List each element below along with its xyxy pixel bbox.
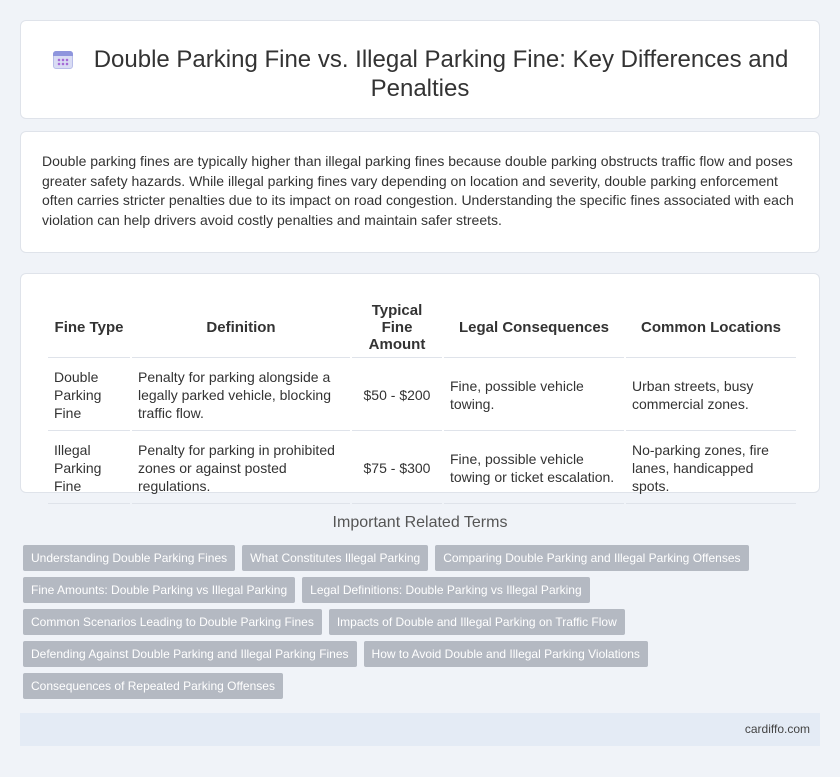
table-cell: Double Parking Fine xyxy=(48,360,130,431)
summary-text: Double parking fines are typically higher than illegal parking fines because double parking obstructs traffic flow and poses greater safety hazards. While illegal parking fines vary depending on location and severity, double parking enforcement often carries stricter penalties due to its impact on road congestion. Understanding the specific fines associated with each violation can help drivers avoid costly penalties and maintain safer streets. xyxy=(42,153,794,228)
page-title: Double Parking Fine vs. Illegal Parking Fine: Key Differences and Penalties xyxy=(93,46,789,102)
tag-row xyxy=(23,545,783,577)
comparison-table xyxy=(46,296,798,506)
related-term-tag[interactable]: Consequences of Repeated Parking Offenses xyxy=(23,673,283,699)
column-header: Definition xyxy=(132,298,350,358)
tag-row xyxy=(23,609,783,641)
related-terms-list xyxy=(23,545,783,705)
tag-row xyxy=(23,673,783,705)
table-row xyxy=(48,360,796,431)
table-cell: Penalty for parking in prohibited zones or against posted regulations. xyxy=(132,433,350,504)
related-term-tag[interactable]: Defending Against Double Parking and Illegal Parking Fines xyxy=(23,641,357,667)
table-cell: Penalty for parking alongside a legally parked vehicle, blocking traffic flow. xyxy=(132,360,350,431)
related-term-tag[interactable]: Legal Definitions: Double Parking vs Illegal Parking xyxy=(302,577,589,603)
table-cell: Urban streets, busy commercial zones. xyxy=(626,360,796,431)
calendar-icon xyxy=(52,48,74,70)
related-term-tag[interactable]: Fine Amounts: Double Parking vs Illegal Parking xyxy=(23,577,295,603)
column-header: Fine Type xyxy=(48,298,130,358)
table-cell: Illegal Parking Fine xyxy=(48,433,130,504)
related-term-tag[interactable]: How to Avoid Double and Illegal Parking Violations xyxy=(364,641,648,667)
table-cell: Fine, possible vehicle towing. xyxy=(444,360,624,431)
table-cell: Fine, possible vehicle towing or ticket escalation. xyxy=(444,433,624,504)
tag-row xyxy=(23,577,783,609)
table-cell: $75 - $300 xyxy=(352,433,442,504)
column-header: Common Locations xyxy=(626,298,796,358)
related-term-tag[interactable]: What Constitutes Illegal Parking xyxy=(242,545,428,571)
related-term-tag[interactable]: Impacts of Double and Illegal Parking on Traffic Flow xyxy=(329,609,625,635)
footer xyxy=(20,713,820,746)
table-card xyxy=(20,273,820,493)
column-header: Typical Fine Amount xyxy=(352,298,442,358)
title-card xyxy=(20,20,820,119)
related-term-tag[interactable]: Understanding Double Parking Fines xyxy=(23,545,235,571)
page-title-wrap xyxy=(21,45,819,103)
summary-card xyxy=(20,131,820,253)
related-term-tag[interactable]: Common Scenarios Leading to Double Parking Fines xyxy=(23,609,322,635)
related-term-tag[interactable]: Comparing Double Parking and Illegal Parking Offenses xyxy=(435,545,748,571)
table-cell: $50 - $200 xyxy=(352,360,442,431)
table-header-row xyxy=(48,298,796,358)
tag-row xyxy=(23,641,783,673)
table-cell: No-parking zones, fire lanes, handicapped spots. xyxy=(626,433,796,504)
table-row xyxy=(48,433,796,504)
footer-site-link[interactable]: cardiffo.com xyxy=(744,722,810,736)
related-terms-title: Important Related Terms xyxy=(332,514,508,531)
column-header: Legal Consequences xyxy=(444,298,624,358)
